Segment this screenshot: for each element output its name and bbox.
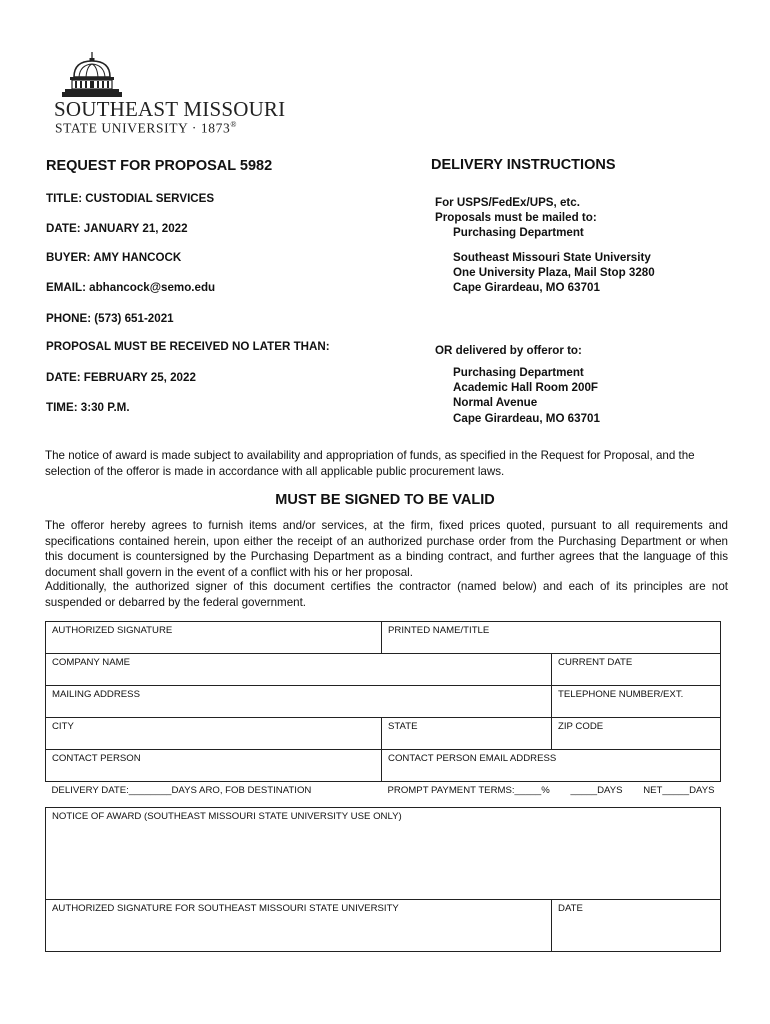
notice-paragraph: The notice of award is made subject to availability and appropriation of funds, as specified in the Request for Proposal, and the selection of the offeror is made in accordance with all applicable public procurement laws. — [45, 449, 695, 478]
deadline-time: TIME: 3:30 P.M. — [46, 401, 130, 414]
mailing-address-field[interactable]: MAILING ADDRESS — [46, 686, 552, 718]
printed-name-field[interactable]: PRINTED NAME/TITLE — [382, 622, 721, 654]
telephone-field[interactable]: TELEPHONE NUMBER/EXT. — [552, 686, 721, 718]
mail-address-2: One University Plaza, Mail Stop 3280 — [453, 266, 655, 279]
rfp-phone: PHONE: (573) 651-2021 — [46, 312, 174, 325]
hand-address-1: Purchasing Department — [453, 366, 584, 379]
rfp-title: TITLE: CUSTODIAL SERVICES — [46, 192, 215, 205]
mail-intro-1: For USPS/FedEx/UPS, etc. — [435, 196, 580, 209]
certify-paragraph: Additionally, the authorized signer of this document certifies the contractor (named below) and each of its principles are not suspended or debarred by the federal government. — [45, 580, 728, 609]
agreement-paragraph: The offeror hereby agrees to furnish items and/or services, at the firm, fixed prices quoted, pursuant to all requirements and specifications contained herein, upon either the receipt of an authorized purchase order from the Purchasing Department or when this document is countersigned by the Purchasing Department as a binding contract, and further agrees that the language of this document shall govern in the event of a conflict with his or her proposal. — [45, 519, 728, 579]
notice-of-award-box: NOTICE OF AWARD (SOUTHEAST MISSOURI STATE UNIVERSITY USE ONLY) — [46, 808, 721, 900]
or-delivered-label: OR delivered by offeror to: — [435, 344, 582, 357]
mail-address-1: Southeast Missouri State University — [453, 251, 651, 264]
city-field[interactable]: CITY — [46, 718, 382, 750]
contact-email-field[interactable]: CONTACT PERSON EMAIL ADDRESS — [382, 750, 721, 782]
hand-address-4: Cape Girardeau, MO 63701 — [453, 412, 600, 425]
mail-dept: Purchasing Department — [453, 226, 584, 239]
state-field[interactable]: STATE — [382, 718, 552, 750]
mail-intro-2: Proposals must be mailed to: — [435, 211, 597, 224]
contact-person-field[interactable]: CONTACT PERSON — [46, 750, 382, 782]
authorized-signature-field[interactable]: AUTHORIZED SIGNATURE — [46, 622, 382, 654]
company-name-field[interactable]: COMPANY NAME — [46, 654, 552, 686]
hand-address-3: Normal Avenue — [453, 396, 538, 409]
delivery-date-field[interactable]: DELIVERY DATE:________DAYS ARO, FOB DESTINATION — [46, 782, 382, 808]
logo-wordmark: SOUTHEAST MISSOURI — [54, 97, 286, 121]
semo-date-field[interactable]: DATE — [552, 900, 721, 952]
must-be-signed-heading: MUST BE SIGNED TO BE VALID — [275, 492, 495, 508]
semo-signature-field[interactable]: AUTHORIZED SIGNATURE FOR SOUTHEAST MISSOURI STATE UNIVERSITY — [46, 900, 552, 952]
prompt-payment-terms-field[interactable] — [382, 782, 721, 808]
hand-address-2: Academic Hall Room 200F — [453, 381, 598, 394]
rfp-date: DATE: JANUARY 21, 2022 — [46, 222, 188, 235]
deadline-label: PROPOSAL MUST BE RECEIVED NO LATER THAN: — [46, 340, 330, 353]
zip-field[interactable]: ZIP CODE — [552, 718, 721, 750]
delivery-heading: DELIVERY INSTRUCTIONS — [431, 157, 616, 173]
rfp-heading: REQUEST FOR PROPOSAL 5982 — [46, 158, 273, 174]
logo-subtitle: STATE UNIVERSITY · 1873® — [55, 120, 238, 136]
university-dome-logo — [62, 52, 122, 98]
prompt-payment-percent: PROMPT PAYMENT TERMS:_____% — [387, 785, 550, 796]
signature-form — [45, 621, 721, 952]
prompt-payment-net: NET_____DAYS — [643, 785, 715, 796]
prompt-payment-days: _____DAYS — [570, 785, 623, 796]
rfp-email: EMAIL: abhancock@semo.edu — [46, 281, 216, 294]
mail-address-3: Cape Girardeau, MO 63701 — [453, 281, 600, 294]
rfp-buyer: BUYER: AMY HANCOCK — [46, 251, 182, 264]
deadline-date: DATE: FEBRUARY 25, 2022 — [46, 371, 196, 384]
current-date-field[interactable]: CURRENT DATE — [552, 654, 721, 686]
